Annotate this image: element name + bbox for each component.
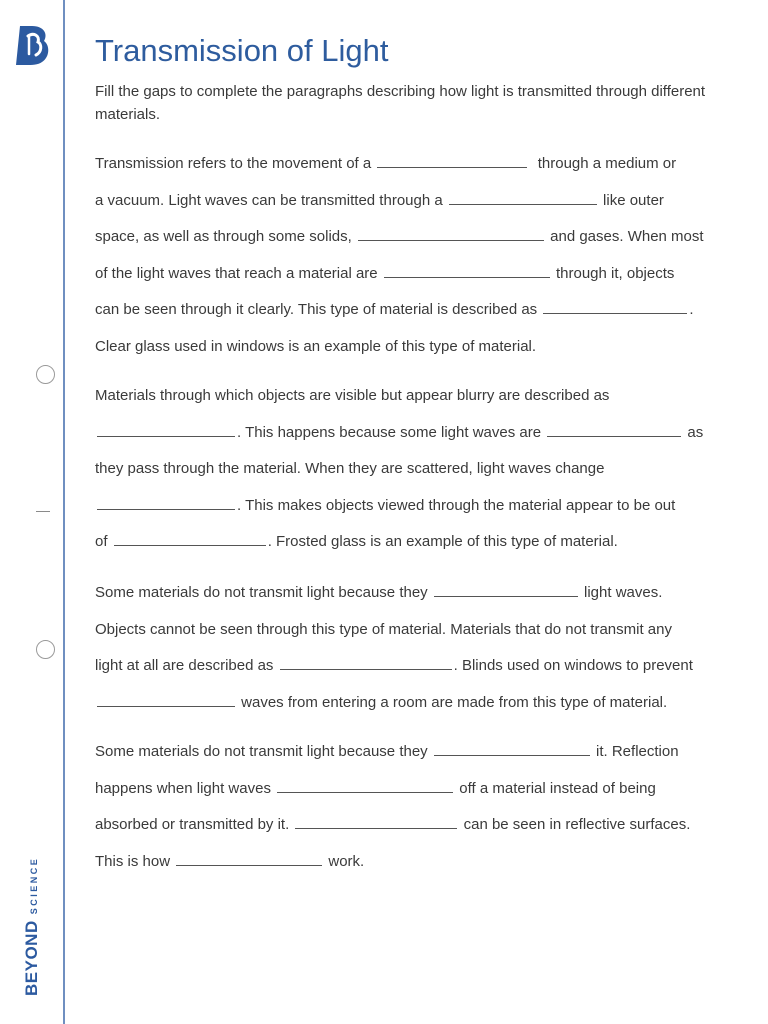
answer-blank[interactable] [543, 298, 687, 314]
text-segment: a vacuum. Light waves can be transmitted through a [95, 191, 447, 209]
text-segment: happens when light waves [95, 779, 276, 797]
paragraph-1 [95, 152, 745, 371]
text-segment: they pass through the material. When they are scattered, light waves change [95, 460, 605, 477]
text-line [95, 850, 745, 887]
text-segment: of [95, 533, 112, 550]
instructions: Fill the gaps to complete the paragraphs describing how light is transmitted through different materials. [95, 83, 706, 123]
text-segment: . Blinds used on windows to prevent [453, 657, 693, 674]
answer-blank[interactable] [114, 530, 266, 546]
text-line [95, 581, 745, 618]
brand-wordmark [22, 857, 42, 996]
text-segment: absorbed or transmitted by it. [95, 816, 294, 833]
text-segment: work. [324, 852, 365, 870]
text-line [95, 421, 745, 458]
page-title: Transmission of Light [95, 33, 389, 68]
answer-blank[interactable] [97, 494, 235, 510]
text-line [95, 298, 745, 335]
margin-line [63, 0, 65, 1024]
answer-blank[interactable] [384, 262, 550, 278]
text-segment: Some materials do not transmit light because they [95, 743, 432, 760]
answer-blank[interactable] [358, 225, 544, 241]
text-segment: can be seen in reflective surfaces. [459, 816, 691, 833]
text-segment: space, as well as through some solids, [95, 228, 356, 245]
text-segment: of the light waves that reach a material are [95, 264, 382, 282]
answer-blank[interactable] [377, 152, 527, 168]
text-segment: it. Reflection [591, 743, 679, 760]
text-segment: light at all are described as [95, 657, 278, 674]
text-segment: can be seen through it clearly. This type of material is described as [95, 301, 542, 318]
answer-blank[interactable] [277, 777, 453, 793]
text-line [95, 618, 745, 655]
text-line [95, 740, 745, 777]
text-segment: . Frosted glass is an example of this type of material. [267, 533, 618, 550]
text-segment: through it, objects [551, 264, 675, 282]
text-segment: This is how [95, 852, 175, 870]
brand-primary: BEYOND [22, 920, 41, 996]
answer-blank[interactable] [434, 581, 578, 597]
text-line [95, 457, 745, 494]
text-line [95, 262, 745, 299]
text-segment: Clear glass used in windows is an example of this type of material. [95, 337, 537, 355]
text-line [95, 384, 745, 421]
answer-blank[interactable] [547, 421, 681, 437]
paragraph-4 [95, 740, 745, 886]
text-segment: light waves. [579, 584, 663, 601]
answer-blank[interactable] [97, 691, 235, 707]
text-line [95, 530, 745, 567]
text-segment: . [689, 301, 694, 318]
text-segment: Transmission refers to the movement of a [95, 155, 376, 172]
binder-hole [36, 640, 55, 659]
text-segment: as [683, 423, 704, 441]
text-segment: through a medium or [529, 155, 677, 172]
fold-mark [36, 511, 50, 512]
text-segment: and gases. When most [545, 228, 704, 245]
text-line [95, 654, 745, 691]
text-line [95, 691, 745, 728]
binder-hole [36, 365, 55, 384]
text-line [95, 335, 745, 372]
brand-secondary: SCIENCE [29, 856, 39, 915]
answer-blank[interactable] [97, 421, 235, 437]
text-line [95, 813, 745, 850]
answer-blank[interactable] [434, 740, 590, 756]
text-segment: Some materials do not transmit light because they [95, 584, 432, 601]
text-line [95, 152, 745, 189]
paragraph-3 [95, 581, 745, 727]
text-segment: Objects cannot be seen through this type of material. Materials that do not transmit any [95, 620, 672, 638]
text-segment: . This makes objects viewed through the material appear to be out [237, 496, 676, 514]
text-segment: off a material instead of being [455, 779, 656, 797]
answer-blank[interactable] [295, 813, 457, 829]
text-line [95, 494, 745, 531]
answer-blank[interactable] [280, 654, 452, 670]
text-segment: . This happens because some light waves are [237, 423, 546, 441]
text-line [95, 777, 745, 814]
text-segment: waves from entering a room are made from this type of material. [237, 693, 668, 711]
text-segment: Materials through which objects are visible but appear blurry are described as [95, 387, 610, 404]
answer-blank[interactable] [176, 850, 322, 866]
text-line [95, 189, 745, 226]
answer-blank[interactable] [449, 189, 597, 205]
paragraph-2 [95, 384, 745, 567]
beyond-logo-icon [14, 24, 52, 66]
text-segment: like outer [598, 191, 664, 209]
text-line [95, 225, 745, 262]
